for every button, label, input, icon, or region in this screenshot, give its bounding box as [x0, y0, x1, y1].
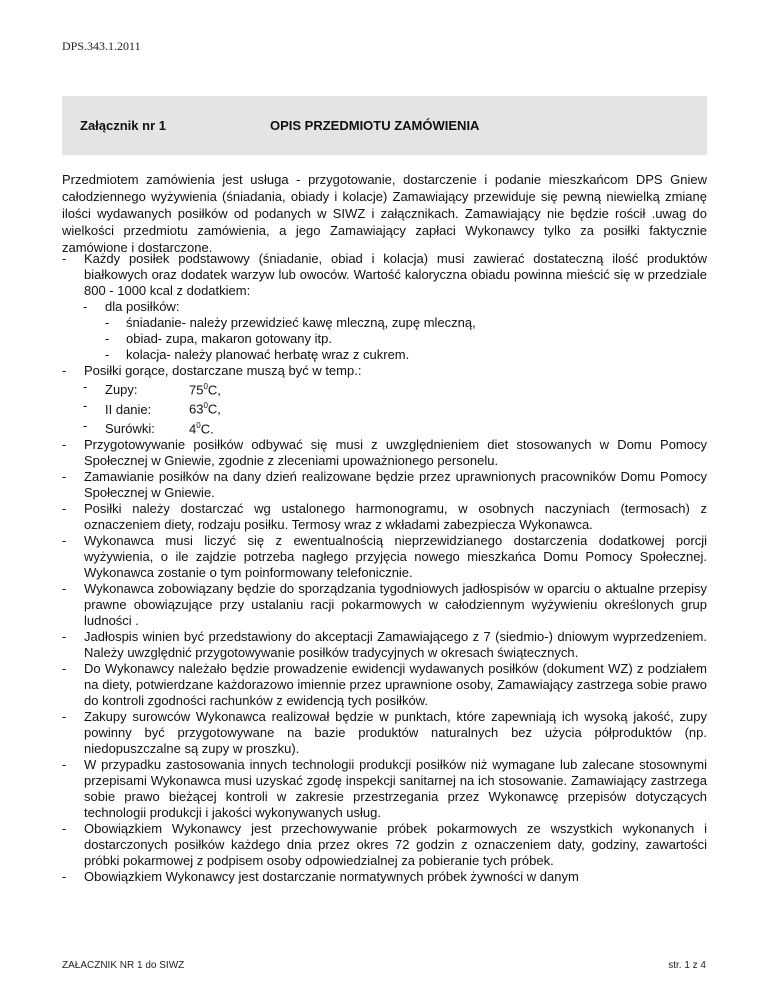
- temperature-item: [62, 398, 707, 417]
- temperature-item: [62, 418, 707, 437]
- list-dash: -: [83, 379, 88, 394]
- temperature-label: II danie:: [105, 401, 152, 417]
- temperature-value: 4: [189, 420, 197, 436]
- temperature-unit: C,: [207, 401, 221, 417]
- requirement-text: Zakupy surowców Wykonawca realizował będzie w punktach, które zapewniają ich wysoką jakość, zupy powinny być przygotowywane na bazie produktów naturalnych bez użycia półproduktów (np. niedopuszczalne są zupy w proszku).: [84, 708, 707, 756]
- requirement-item: [62, 821, 707, 869]
- temperature-item: [62, 379, 707, 398]
- requirement-item: [62, 363, 707, 379]
- document-title: OPIS PRZEDMIOTU ZAMÓWIENIA: [270, 118, 480, 133]
- document-reference: DPS.343.1.2011: [62, 39, 141, 53]
- degree-mark: 0: [203, 382, 208, 391]
- temperature-label: Surówki:: [105, 420, 155, 436]
- requirement-item: [62, 437, 707, 469]
- requirement-item: [62, 533, 707, 581]
- list-dash: -: [62, 580, 67, 596]
- requirement-item: [62, 661, 707, 709]
- degree-mark: 0: [196, 420, 201, 430]
- temperature-unit: C,: [207, 382, 221, 398]
- list-dash: -: [62, 436, 67, 452]
- list-dash: -: [62, 251, 67, 266]
- sub-item-text: dla posiłków:: [105, 299, 180, 314]
- requirement-text: Jadłospis winien być przedstawiony do akceptacji Zamawiającego z 7 (siedmio-) dniowym wyprzedzeniem. Należy uwzględnić przygotowywanie posiłków tradycyjnych w okresach świątecznych.: [84, 628, 707, 660]
- requirement-text: Do Wykonawcy należało będzie prowadzenie ewidencji wydawanych posiłków (dokument WZ) z podziałem na diety, potwierdzane każdorazowo imiennie przez uprawnione osoby, Zamawiający zastrzega sobie prawo do kontroli zgodności rachunków z ewidencją tych posiłków.: [84, 660, 707, 708]
- requirement-text: Wykonawca musi liczyć się z ewentualnością nieprzewidzianego dostarczenia dodatkowej porcji wyżywienia, o ile zajdzie potrzeba nagłego przyjęcia nowego mieszkańca Domu Pomocy Społecznej. Wykonawca zostanie o tym poinformowany telefonicznie.: [84, 532, 707, 580]
- list-dash: -: [62, 660, 67, 676]
- meal-text: śniadanie- należy przewidzieć kawę mleczną, zupę mleczną,: [126, 315, 476, 330]
- requirement-text: Posiłki należy dostarczać wg ustalonego harmonogramu, w osobnych naczyniach (termosach) z oznaczeniem diety, rodzaju posiłku. Termosy wraz z wkładami zabezpiecza Wykonawca.: [84, 500, 707, 532]
- degree-mark: 0: [203, 401, 208, 411]
- requirement-text: W przypadku zastosowania innych technologii produkcji posiłków niż wymagane lub zalecane stosownymi przepisami Wykonawca musi uzyskać zgodę inspekcji sanitarnej na ich stosowanie. Zamawiający zastrzega sobie prawo bieżącej kontroli w zakresie przestrzegania przez Wykonawcę przepisów dotyczących technologii produkcji i jakości wykonywanych usług.: [84, 756, 707, 820]
- list-dash: -: [83, 299, 88, 314]
- attachment-label: Załącznik nr 1: [80, 118, 166, 133]
- requirement-item: [62, 469, 707, 501]
- title-band: [62, 96, 707, 155]
- requirement-item: [62, 581, 707, 629]
- requirement-text: Posiłki gorące, dostarczane muszą być w temp.:: [84, 363, 362, 378]
- list-dash: -: [83, 417, 88, 433]
- requirement-item: [62, 501, 707, 533]
- meal-item: [62, 331, 707, 347]
- list-dash: -: [62, 363, 67, 378]
- list-dash: -: [105, 347, 110, 362]
- requirement-text: Obowiązkiem Wykonawcy jest dostarczanie normatywnych próbek żywności w danym: [84, 868, 579, 884]
- list-dash: -: [62, 532, 67, 548]
- list-dash: -: [105, 315, 110, 330]
- requirement-item: [62, 709, 707, 757]
- footer-attachment-label: ZAŁACZNIK NR 1 do SIWZ: [62, 960, 185, 971]
- list-dash: -: [62, 868, 67, 884]
- meal-item: [62, 347, 707, 363]
- meal-text: obiad- zupa, makaron gotowany itp.: [126, 331, 332, 346]
- temperature-label: Zupy:: [105, 382, 138, 398]
- temperature-value: 63: [189, 401, 204, 417]
- requirement-item: [62, 629, 707, 661]
- sub-item: [62, 299, 707, 315]
- temperature-value: 75: [189, 382, 204, 398]
- requirement-text: Zamawianie posiłków na dany dzień realizowane będzie przez uprawnionych pracowników Domu Pomocy Społecznej w Gniewie.: [84, 468, 707, 500]
- requirement-text: Przygotowywanie posiłków odbywać się musi z uwzględnieniem diet stosowanych w Domu Pomocy Społecznej w Gniewie, zgodnie z zleceniami upoważnionego personelu.: [84, 436, 707, 468]
- page-number: str. 1 z 4: [668, 960, 706, 971]
- meal-item: [62, 315, 707, 331]
- requirement-text: Każdy posiłek podstawowy (śniadanie, obiad i kolacja) musi zawierać dostateczną ilość produktów białkowych oraz dodatek warzyw lub owoców. Wartość kaloryczna obiadu powinna mieścić się w przedziale 800 - 1000 kcal z dodatkiem:: [84, 251, 707, 298]
- list-dash: -: [62, 756, 67, 772]
- temperature-unit: C.: [200, 420, 214, 436]
- meal-text: kolacja- należy planować herbatę wraz z cukrem.: [126, 347, 410, 362]
- list-dash: -: [62, 708, 67, 724]
- intro-paragraph: Przedmiotem zamówienia jest usługa - przygotowanie, dostarczenie i podanie mieszkańcom DPS Gniew całodziennego wyżywienia (śniadania, obiady i kolacje) Zamawiający przewiduje się pewną niewielką zmianę ilości wydawanych posiłków od podanych w SIWZ i załącznikach. Zamawiający nie będzie rościł .uwag do wielkości przedmiotu zamówienia, a jego Zamawiający zapłaci Wykonawcy tylko za posiłki faktycznie zamówione i dostarczone.: [62, 172, 707, 255]
- requirement-item: [62, 869, 707, 885]
- list-dash: -: [83, 398, 88, 414]
- requirement-text: Wykonawca zobowiązany będzie do sporządzania tygodniowych jadłospisów w oparciu o aktualne przepisy prawne obowiązujące przy ustalaniu racji pokarmowych w całodziennym wyżywieniu określonych grup ludności .: [84, 580, 707, 628]
- requirement-item: [62, 757, 707, 821]
- requirement-item: [62, 251, 707, 299]
- list-dash: -: [62, 820, 67, 836]
- list-dash: -: [62, 628, 67, 644]
- list-dash: -: [105, 331, 110, 346]
- requirement-text: Obowiązkiem Wykonawcy jest przechowywanie próbek pokarmowych ze wszystkich wykonanych i dostarczonych posiłków każdego dnia przez okres 72 godzin z oznaczeniem daty, godziny, zawartości próbki pokarmowej z podpisem osoby odpowiedzialnej za pobieranie tych próbek.: [84, 820, 707, 868]
- list-dash: -: [62, 468, 67, 484]
- requirements-list: [62, 251, 707, 885]
- list-dash: -: [62, 500, 67, 516]
